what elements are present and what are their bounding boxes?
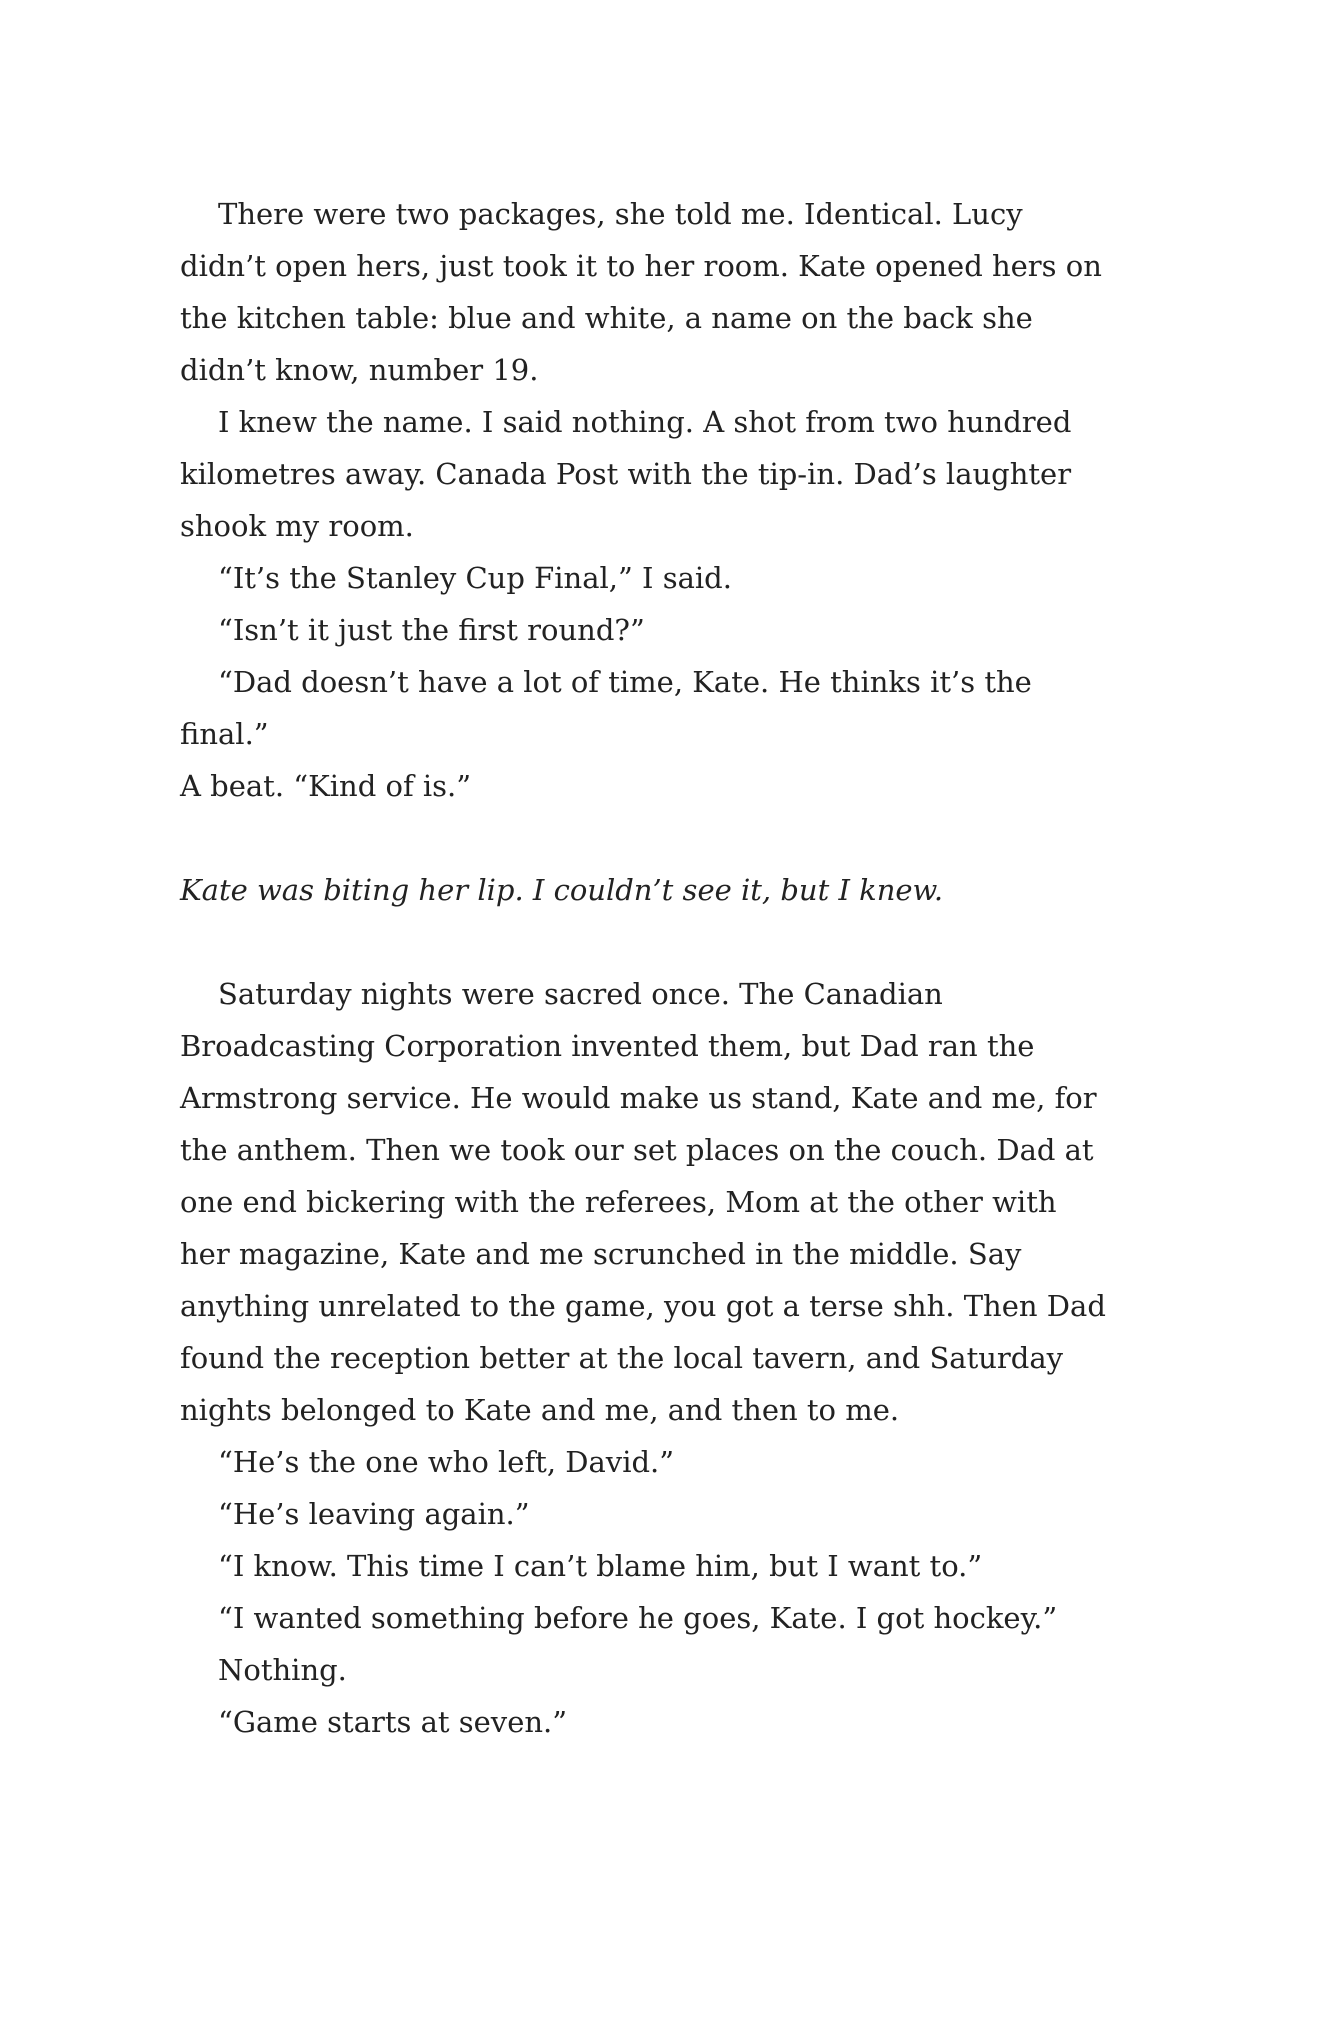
dialogue-leaving-again: “He’s leaving again.” <box>218 1497 530 1531</box>
dialogue-game-starts: “Game starts at seven.” <box>218 1705 568 1739</box>
dialogue-got-hockey: “I wanted something before he goes, Kate. I got hockey.” <box>218 1601 1058 1635</box>
paragraph-packages: There were two packages, she told me. Identical. Lucy didn’t open hers, just took it to her room. Kate opened hers on the kitchen table: blue and white, a name on the back she didn’t know, number 19. <box>180 197 1102 387</box>
dialogue-kind-of-is: A beat. “Kind of is.” <box>180 769 472 803</box>
dialogue-one-who-left: “He’s the one who left, David.” <box>218 1445 675 1479</box>
section-gap <box>180 916 1110 968</box>
paragraph-knew-name: I knew the name. I said nothing. A shot from two hundred kilometres away. Canada Post with the tip-in. Dad’s laughter shook my room. <box>180 405 1072 543</box>
page-text <box>180 188 1110 1748</box>
line-nothing: Nothing. <box>218 1653 347 1687</box>
dialogue-blame-him: “I know. This time I can’t blame him, but I want to.” <box>218 1549 983 1583</box>
dialogue-final: “Dad doesn’t have a lot of time, Kate. He thinks it’s the final.” <box>180 665 1032 751</box>
dialogue-first-round: “Isn’t it just the first round?” <box>218 613 645 647</box>
dialogue-stanley-cup: “It’s the Stanley Cup Final,” I said. <box>218 561 732 595</box>
italic-interlude: Kate was biting her lip. I couldn’t see it, but I knew. <box>180 873 944 907</box>
section-gap <box>180 812 1110 864</box>
paragraph-saturday-nights: Saturday nights were sacred once. The Canadian Broadcasting Corporation invented them, but Dad ran the Armstrong service. He would make us stand, Kate and me, for the anthem. Then we took our set places on the couch. Dad at one end bickering with the referees, Mom at the other with her magazine, Kate and me scrunched in the middle. Say anything unrelated to the game, you got a terse shh. Then Dad found the reception better at the local tavern, and Saturday nights belonged to Kate and me, and then to me. <box>180 977 1106 1427</box>
